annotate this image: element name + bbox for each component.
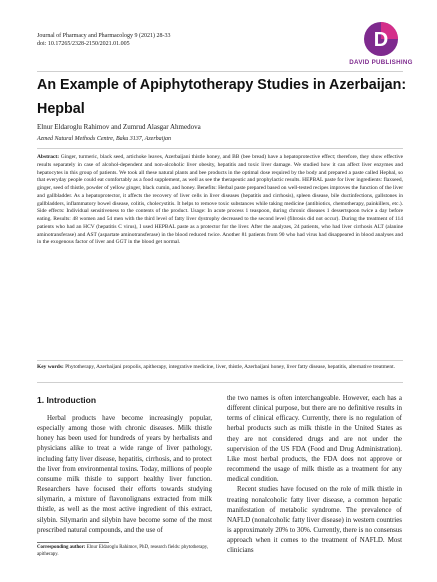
keywords-top-divider	[37, 360, 403, 361]
header-divider	[37, 71, 403, 72]
footnote-text: Elnur Eldaroglu Rahimov, PhD, research fields: phytotherapy, apitherapy.	[37, 545, 209, 557]
section-heading-introduction: 1. Introduction	[37, 395, 97, 405]
keywords-label: Key words:	[37, 364, 64, 370]
footnote-label: Corresponding author:	[37, 545, 86, 550]
body-top-divider	[37, 382, 403, 383]
intro-paragraph-2: the two names is often interchangeable. However, each has a different clinical purpose, but there are no definitive results in terms of clinical efficacy. Currently, there is no regulation of herbal products such as milk thistle in the United States as they are not considered drugs and are not under the supervision of the US FDA (Food and Drug Administration). Like most herbal products, the FDA does not approve or recommend the usage of milk thistle as a treatment for any medical condition.	[227, 394, 402, 484]
journal-citation: Journal of Pharmacy and Pharmacology 9 (2021) 28-33	[37, 33, 171, 39]
footnote-divider	[37, 542, 109, 543]
intro-paragraph-3: Recent studies have focused on the role of milk thistle in treating nonalcoholic fatty liver disease, a common hepatic manifestation of metabolic syndrome. The prevalence of NAFLD (nonalcoholic fatty liver disease) in western countries is approximately 20% to 30%. Currently, there is no consensus approach when it comes to the treatment of NAFLD. Most clinicians	[227, 485, 402, 555]
corresponding-author-footnote	[37, 545, 212, 558]
svg-text:DAVID PUBLISHING: DAVID PUBLISHING	[349, 59, 413, 66]
publisher-logo-icon	[343, 20, 419, 68]
abstract-label: Abstract:	[37, 154, 60, 160]
author-affiliation: Azmed Natural Methods Centre, Baku 3137, Azerbaijan	[37, 136, 171, 142]
journal-header	[37, 32, 257, 48]
intro-paragraph-1: Herbal products have become increasingly popular, especially among those with chronic diseases. Milk thistle honey has been used for hundreds of years by herbalists and physicians alike to treat a wide range of liver pathology, including fatty liver disease, hepatitis, cirrhosis, and to protect the liver from environmental toxins. Today, millions of people consume milk thistle to support healthy liver function. Researchers have focused their efforts towards studying silymarin, a mixture of flavonolignans extracted from milk thistle, as well as the most active ingredient of this extract, silybin. Silymarin and silybin have become some of the most prescribed natural compounds, and the use of	[37, 414, 212, 534]
paper-authors: Elnur Eldaroglu Rahimov and Zumrud Alasgar Ahmedova	[37, 123, 201, 131]
keywords-block	[37, 364, 403, 372]
journal-doi: doi: 10.17265/2328-2150/2021.01.005	[37, 41, 130, 47]
publisher-logo	[343, 20, 419, 68]
abstract-block	[37, 154, 403, 247]
paper-title: An Example of Apiphytotherapy Studies in Azerbaijan: Hepbal	[37, 77, 407, 117]
abstract-top-divider	[37, 148, 403, 149]
keywords-text: Phytotherapy, Azerbaijani propolis, apitherapy, integrative medicine, liver, thistle, Azerbaijani honey, liver fatty disease, hepatitis, alternative treatment.	[65, 364, 395, 370]
right-column	[227, 393, 402, 556]
svg-text:D: D	[373, 29, 389, 51]
abstract-text: Ginger, turmeric, black seed, artichoke leaves, Azerbaijani thistle honey, and BB (bee bread) have a hepatoprotective effect; therefore, they show effective results separately in case of alcohol-dependent and non-alcoholic liver obesity, hepatitis and toxic liver damage. We studied how it can affect liver enzymes and hepatocytes in this group of patients. We took all these natural plants and bee products in the optimal dose required by the body and prepared a paste called Hepbal, so that everyday people could eat comfortably as a food supplement, as well as see the therapeutic and prophylactic results. HEPBAL paste for liver ingredients: flaxseed, ginger, seed of thistle, powder of yellow ginger, black cumin, and honey. Benefits: Herbal paste prepared based on well-tested recipes improves the function of the liver and gallbladder. As a hepatoprotector, it affects the recovery of liver cells in liver diseases (hepatitis and cirrhosis), spleen disease, bile ductinfections, gallstones in gallbladders, inflammatory bowel disease, colitis, cholecystitis. It helps to remove toxic substances while taking medicine (antibiotics, chemotherapy, painkillers, etc.). Side effects: Individual sensitiveness to the contents of the product. Usage: In acute process 1 teaspoon, during chronic diseases 1 dessertspoon twice a day before eating. Results: 48 women and 54 men with the third level of fatty liver dystrophy decreased to the second level (fibrosis did not occur). During the treatment of 114 patients who had an HCV (hepatitis C virus), I used HEPBAL paste as a protector for the liver. After the analyzes, 24 patients, who had liver cirrhosis ALT (alanine aminotransferase) and AST (aspartate aminotransferase) in the blood reduced twice. Another 81 patients from 90 who had virus had disappeared in blood analyses and in the exogenous factor of liver and GGT in the blood get normal.	[37, 154, 404, 246]
left-column	[37, 413, 212, 535]
